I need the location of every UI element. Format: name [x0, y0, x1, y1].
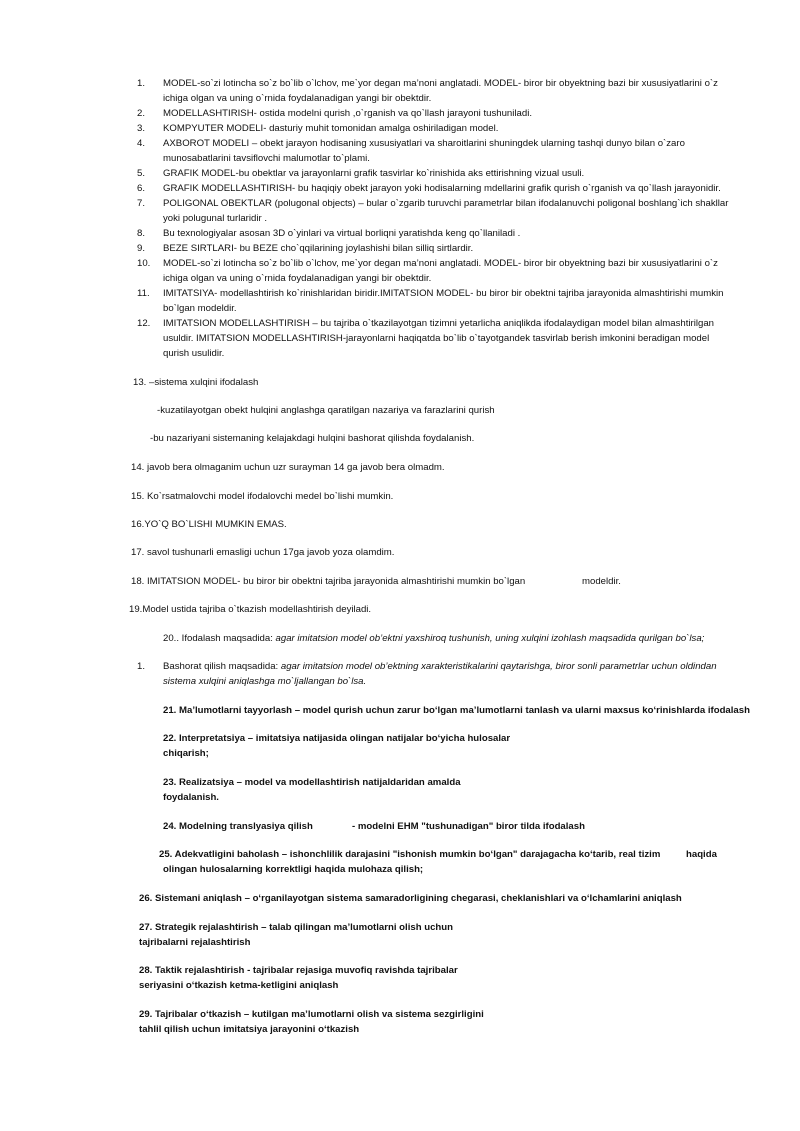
list-number: 4. — [137, 138, 146, 149]
paragraph-27: 27. Strategik rejalashtirish – talab qilingan ma’lumotlarni olish uchun — [139, 922, 454, 933]
paragraph-25: 25. Adekvatligini baholash – ishonchlilik darajasini "ishonish mumkin bo‘lgan" darajagacha ko‘tarib, real tizim — [159, 849, 661, 860]
paragraph-21: 21. Ma’lumotlarni tayyorlash – model qurish uchun zarur bo‘lgan ma’lumotlarni tanlash va ularni maxsus ko‘rinishlarda ifodalash — [163, 705, 750, 716]
list-number: 10. — [137, 258, 151, 269]
paragraph-28: 28. Taktik rejalashtirish - tajribalar rejasiga muvofiq ravishda tajribalar — [139, 965, 458, 976]
list-number: 3. — [137, 123, 146, 134]
paragraph-13-line-a: -kuzatilayotgan obekt hulqini anglashga qaratilgan nazariya va farazlarini qurish — [157, 405, 495, 416]
list-number: 1. — [137, 78, 146, 89]
list-text: AXBOROT MODELI – obekt jarayon hodisaning xususiyatlari va sharoitlarini shuningdek ularning tashqi dunyo bilan o`zaro munosabatlarini tavsiflovchi malumotlar to`plami. — [163, 138, 685, 164]
paragraph-15: 15. Ko`rsatmalovchi model ifodalovchi medel bo`lishi mumkin. — [131, 491, 394, 502]
list-text: Bu texnologiyalar asosan 3D o`yinlari va virtual borliqni yaratishda keng qo`llaniladi . — [163, 228, 521, 239]
paragraph-19: 19.Model ustida tajriba o`tkazish modellashtirish deyiladi. — [129, 604, 372, 615]
paragraph-25-cont: olingan hulosalarning korrektligi haqida mulohaza qilish; — [163, 864, 424, 875]
paragraph-28-cont: seriyasini o‘tkazish ketma-ketligini aniqlash — [139, 980, 339, 991]
paragraph-24-cont: - modelni EHM "tushunadigan" biror tilda ifodalash — [352, 821, 585, 832]
paragraph-22-cont: chiqarish; — [163, 748, 209, 759]
paragraph-24: 24. Modelning translyasiya qilish — [163, 821, 313, 832]
paragraph-20-lead: 20.. Ifodalash maqsadida: — [163, 633, 276, 644]
list-number: 8. — [137, 228, 146, 239]
paragraph-20-italic: agar imitatsion model ob’ektni yaxshiroq tushunish, uning xulqini izohlash maqsadida qurilgan bo`lsa; — [275, 633, 705, 644]
list-text: MODEL-so`zi lotincha so`z bo`lib o`lchov, me`yor degan ma’noni anglatadi. MODEL- biror bir obyektning bazi bir xususiyatlarini o`z ichiga olgan va uning o`rnida foydalanadigan yangi bir obektdir. — [163, 258, 718, 284]
list-text: MODEL-so`zi lotincha so`z bo`lib o`lchov, me`yor degan ma’noni anglatadi. MODEL- biror bir obyektning bazi bir xususiyatlarini o`z ichiga olgan va uning o`rnida foydalanadigan yangi bir obektdir. — [163, 78, 718, 104]
bashorat-lead: Bashorat qilish maqsadida: — [163, 661, 281, 672]
list-number: 12. — [137, 318, 151, 329]
list-text: IMITATSION MODELLASHTIRISH – bu tajriba o`tkazilayotgan tizimni yetarlicha aniqlikda ifodalaydigan model bilan almashtirilgan usuldir. IMITATSION MODELLASHTIRISH-jarayonlarni haqiqatda bo`lib o`tayotgandek tasvirlab berish imkonini beradigan model qurish usulidir. — [163, 318, 714, 359]
list-number: 5. — [137, 168, 146, 179]
paragraph-13: 13. –sistema xulqini ifodalash — [133, 377, 259, 388]
list-text: IMITATSIYA- modellashtirish ko`rinishlaridan biridir.IMITATSION MODEL- bu biror bir obektni tajriba jarayonida almashtirishi mumkin bo`lgan modeldir. — [163, 288, 724, 314]
list-text: MODELLASHTIRISH- ostida modelni qurish ,o`rganish va qo`llash jarayoni tushuniladi. — [163, 108, 532, 119]
paragraph-16: 16.YO`Q BO`LISHI MUMKIN EMAS. — [131, 519, 287, 530]
list-number: 1. — [137, 661, 146, 672]
list-text: BEZE SIRTLARI- bu BEZE cho`qqilarining joylashishi bilan silliq sirtlardir. — [163, 243, 474, 254]
paragraph-23: 23. Realizatsiya – model va modellashtirish natijaldaridan amalda — [163, 777, 461, 788]
paragraph-29-cont: tahlil qilish uchun imitatsiya jarayonini o‘tkazish — [139, 1024, 360, 1035]
paragraph-25-end: haqida — [686, 849, 717, 860]
paragraph-20 — [163, 631, 704, 646]
list-number: 6. — [137, 183, 146, 194]
paragraph-18: 18. IMITATSION MODEL- bu biror bir obektni tajriba jarayonida almashtirishi mumkin bo`lgan — [131, 576, 526, 587]
paragraph-18-end: modeldir. — [582, 576, 621, 587]
list-text: GRAFIK MODELLASHTIRISH- bu haqiqiy obekt jarayon yoki hodisalarning mdellarini grafik qurish o`rganish va qo`llash jarayonidir. — [163, 183, 721, 194]
paragraph-26: 26. Sistemani aniqlash – o‘rganilayotgan sistema samaradorligining chegarasi, cheklanishlari va o‘lchamlarini aniqlash — [139, 893, 682, 904]
paragraph-22: 22. Interpretatsiya – imitatsiya natijasida olingan natijalar bo‘yicha hulosalar — [163, 733, 511, 744]
list-number: 9. — [137, 243, 146, 254]
bashorat-italic: agar imitatsion model ob’ektning xarakteristikalarini qaytarishga, biror sonli parametrlar uchun oldindan sistema xulqini aniqlashga mo`ljallangan bo`lsa. — [163, 661, 717, 687]
list-number: 11. — [137, 288, 150, 299]
list-number: 7. — [137, 198, 146, 209]
list-text: POLIGONAL OBEKTLAR (polugonal objects) – bular o`zgarib turuvchi parametrlar bilan ifodalanuvchi poligonal boshlang`ich shakllar yoki polugunal turlaridir . — [163, 198, 729, 224]
paragraph-29: 29. Tajribalar o‘tkazish – kutilgan ma’lumotlarni olish va sistema sezgirligini — [139, 1009, 484, 1020]
paragraph-14: 14. javob bera olmaganim uchun uzr surayman 14 ga javob bera olmadm. — [131, 462, 445, 473]
list-number: 2. — [137, 108, 146, 119]
paragraph-13-line-b: -bu nazariyani sistemaning kelajakdagi hulqini bashorat qilishda foydalanish. — [150, 433, 475, 444]
paragraph-27-cont: tajribalarni rejalashtirish — [139, 937, 251, 948]
paragraph-23-cont: foydalanish. — [163, 792, 219, 803]
list-text: GRAFIK MODEL-bu obektlar va jarayonlarni grafik tasvirlar ko`rinishida aks ettirishning vizual usuli. — [163, 168, 585, 179]
list-text — [163, 659, 737, 689]
list-text: KOMPYUTER MODELI- dasturiy muhit tomonidan amalga oshiriladigan model. — [163, 123, 499, 134]
paragraph-17: 17. savol tushunarli emasligi uchun 17ga javob yoza olamdim. — [131, 547, 395, 558]
